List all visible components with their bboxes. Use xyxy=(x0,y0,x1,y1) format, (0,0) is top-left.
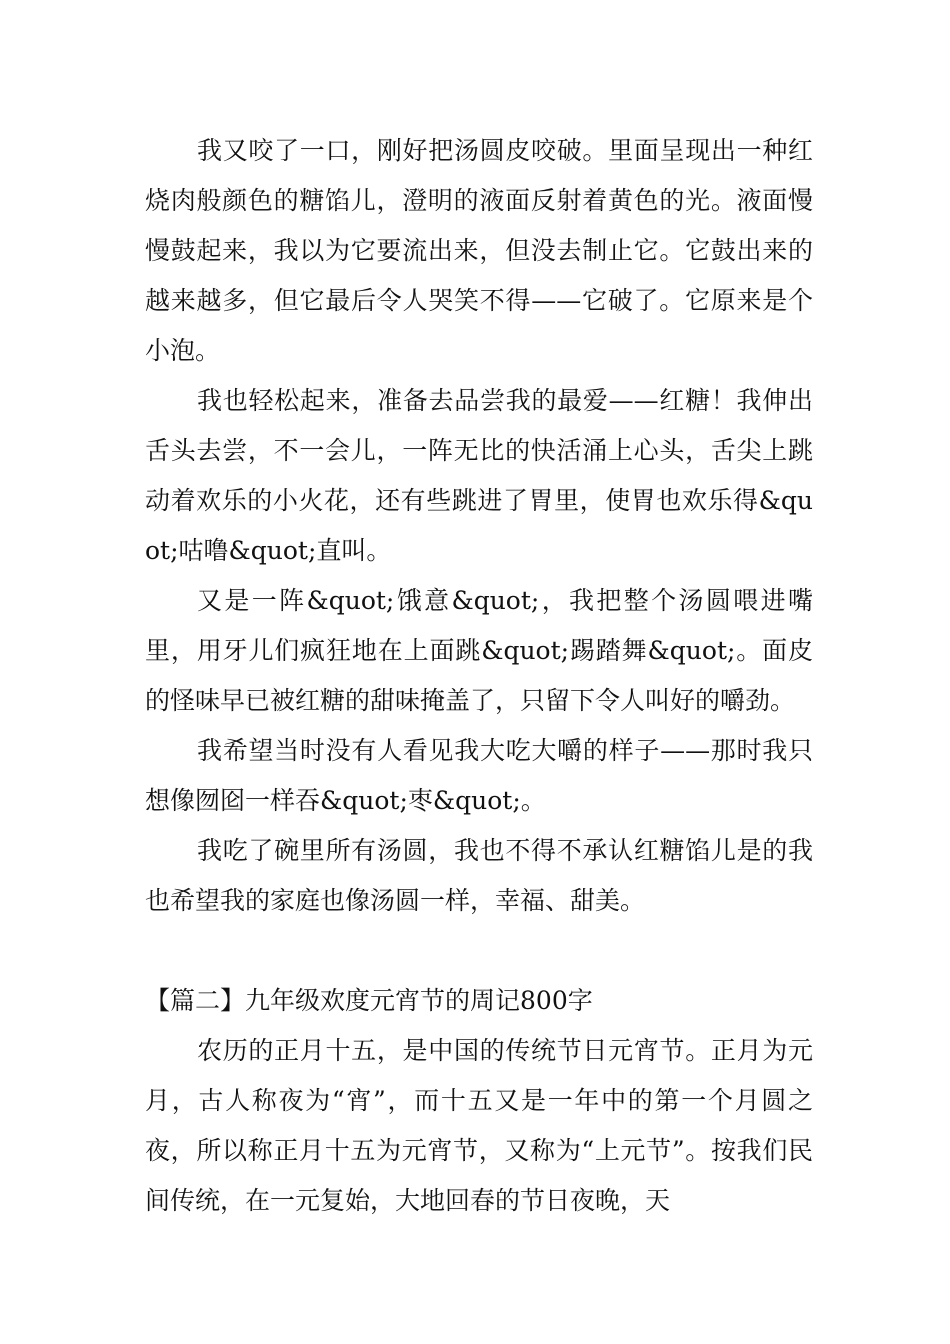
paragraph: 我又咬了一口，刚好把汤圆皮咬破。里面呈现出一种红烧肉般颜色的糖馅儿，澄明的液面反射着黄色的光。液面慢慢鼓起来，我以为它要流出来，但没去制止它。它鼓出来的越来越多，但它最后令人哭笑不得——它破了。它原来是个小泡。 xyxy=(145,136,813,365)
paragraph: 我希望当时没有人看见我大吃大嚼的样子——那时我只想像囫囵一样吞&quot;枣&quot;。 xyxy=(145,736,813,815)
paragraph: 我也轻松起来，准备去品尝我的最爱——红糖！我伸出舌头去尝，不一会儿，一阵无比的快活涌上心头，舌尖上跳动着欢乐的小火花，还有些跳进了胃里，使胃也欢乐得&quot;咕噜&quot;直叫。 xyxy=(145,386,813,565)
paragraph: 又是一阵&quot;饿意&quot;，我把整个汤圆喂进嘴里，用牙儿们疯狂地在上面跳&quot;踢踏舞&quot;。面皮的怪味早已被红糖的甜味掩盖了，只留下令人叫好的嚼劲。 xyxy=(145,586,813,715)
paragraph: 农历的正月十五，是中国的传统节日元宵节。正月为元月，古人称夜为“宵”，而十五又是一年中的第一个月圆之夜，所以称正月十五为元宵节，又称为“上元节”。按我们民间传统，在一元复始，大地回春的节日夜晚，天 xyxy=(145,1036,813,1215)
paragraph: 我吃了碗里所有汤圆，我也不得不承认红糖馅儿是的我也希望我的家庭也像汤圆一样，幸福、甜美。 xyxy=(145,836,813,915)
section-heading: 【篇二】九年级欢度元宵节的周记800字 xyxy=(145,986,593,1015)
document-body xyxy=(145,126,813,1226)
